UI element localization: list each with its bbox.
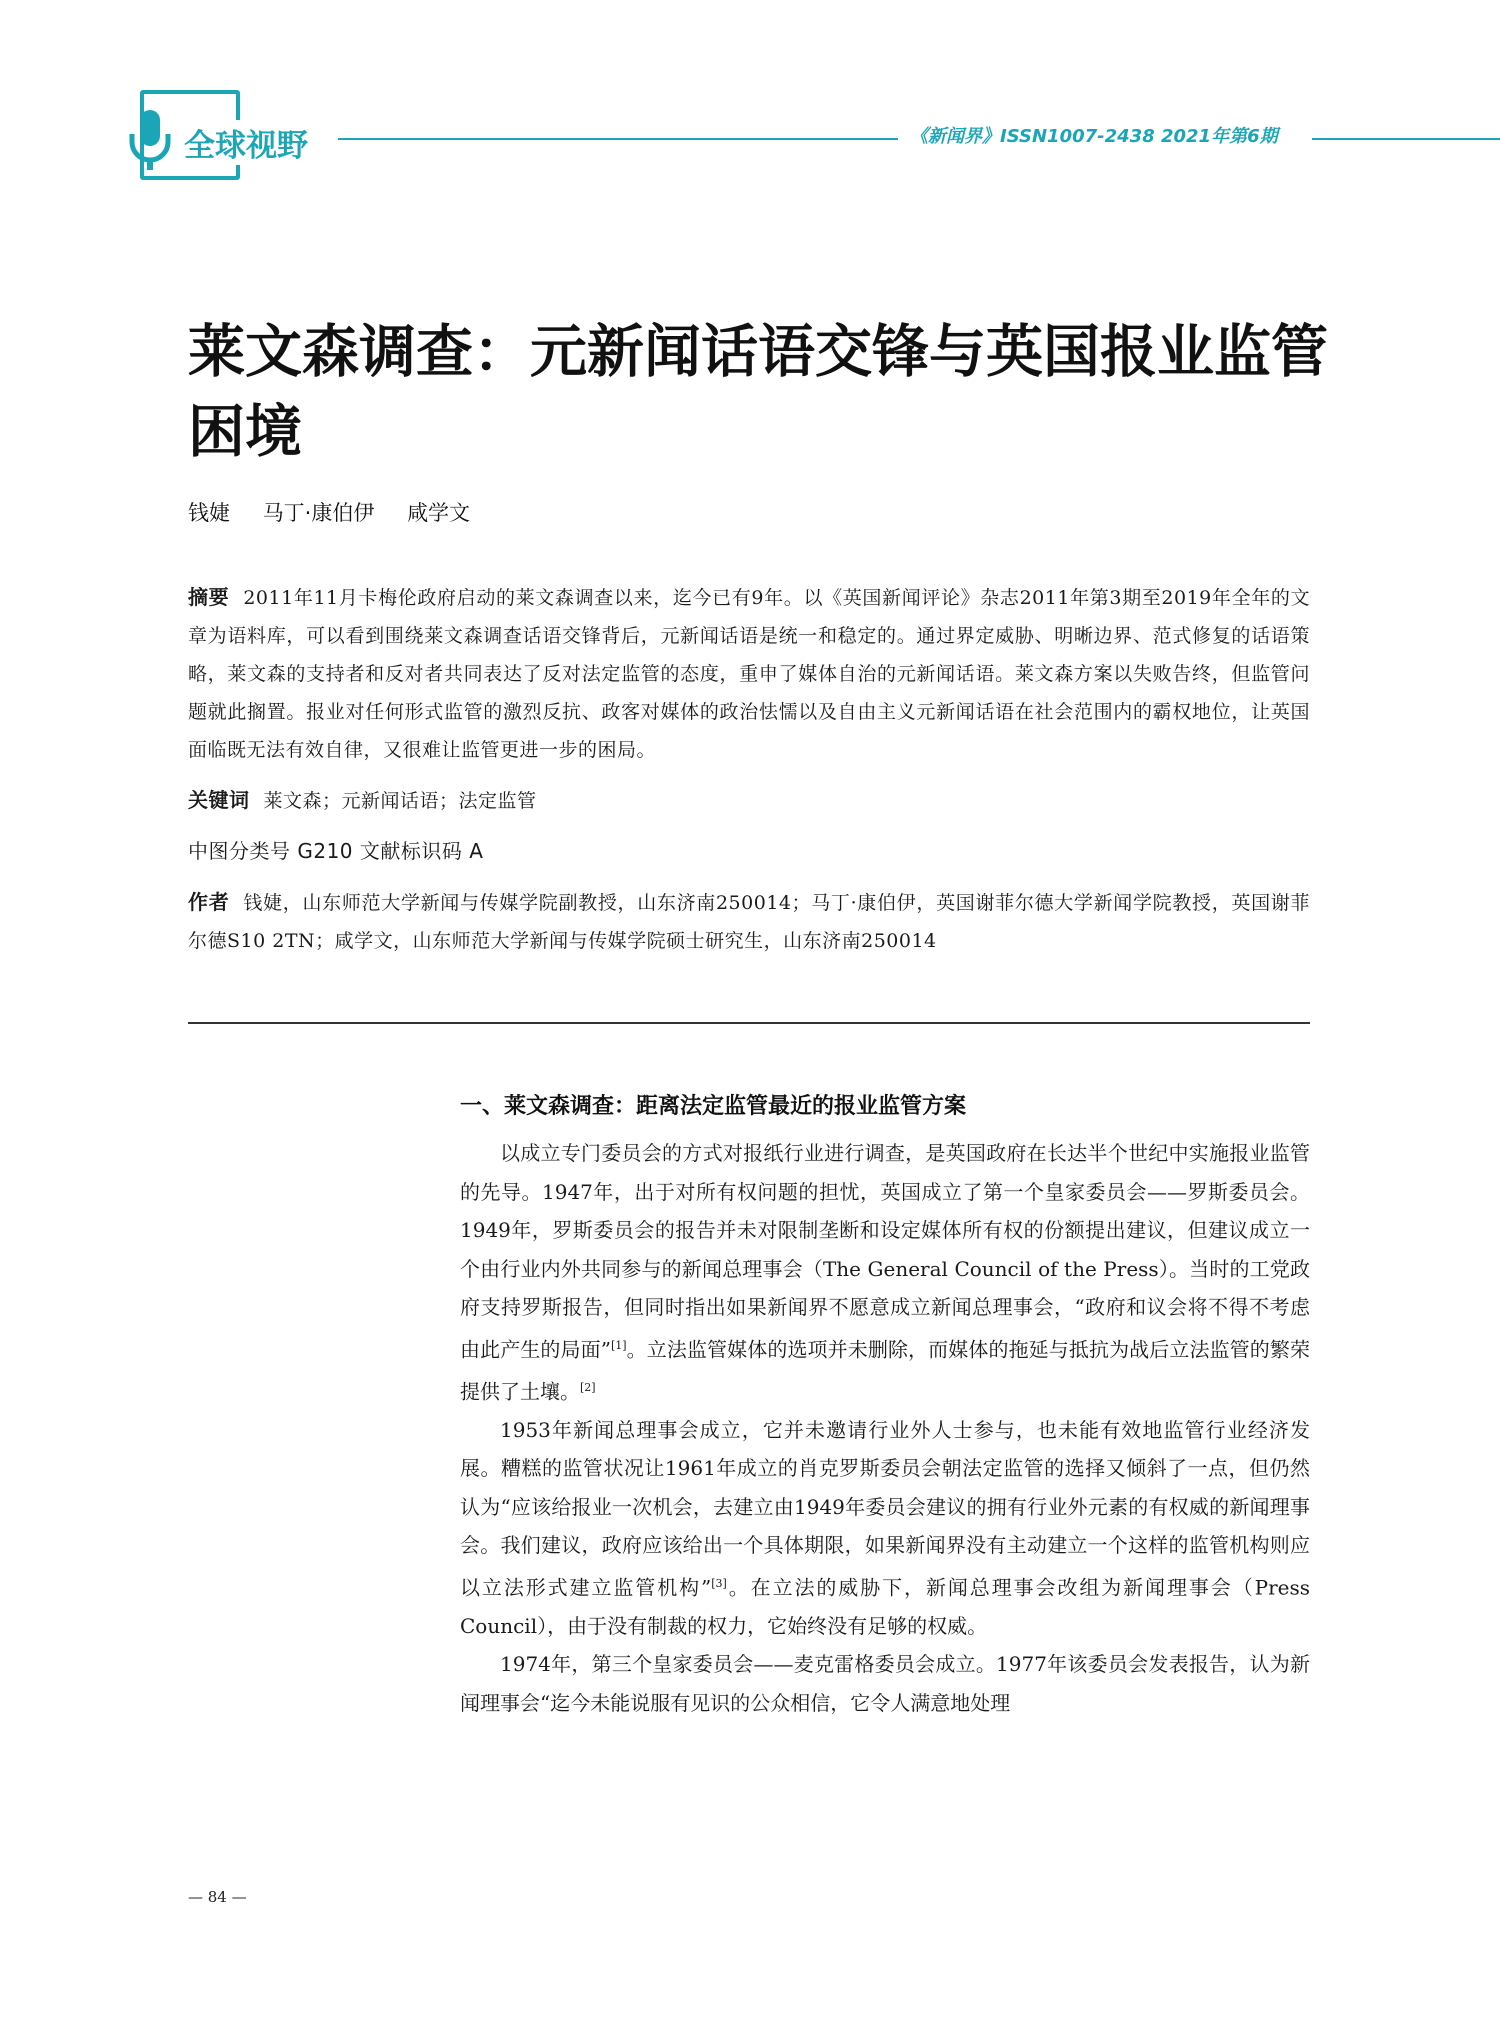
classification-text: 中图分类号 G210 文献标识码 A <box>188 839 484 863</box>
classification <box>188 832 1310 871</box>
abstract <box>188 578 1310 769</box>
header-rule-right <box>1312 138 1500 140</box>
author-list <box>188 497 496 527</box>
author-name: 咸学文 <box>407 501 471 525</box>
citation-ref[interactable]: [1] <box>610 1338 627 1352</box>
author-name: 钱婕 <box>188 501 230 525</box>
paragraph-text: 1953年新闻总理事会成立，它并未邀请行业外人士参与，也未能有效地监管行业经济发展。糟糕的监管状况让1961年成立的肖克罗斯委员会朝法定监管的选择又倾斜了一点，但仍然认为“应该给报业一次机会，去建立由1949年委员会建议的拥有行业外元素的有权威的新闻理事会。我们建议，政府应该给出一个具体期限，如果新闻界没有主动建立一个这样的监管机构则应以立法形式建立监管机构” <box>460 1417 1310 1600</box>
keywords-text: 莱文森；元新闻话语；法定监管 <box>263 790 537 812</box>
body-paragraph: 1974年，第三个皇家委员会——麦克雷格委员会成立。1977年该委员会发表报告，认为新闻理事会“迄今未能说服有见识的公众相信，它令人满意地处理 <box>460 1652 1310 1715</box>
author-name: 马丁·康伯伊 <box>262 501 375 525</box>
microphone-icon <box>128 108 172 172</box>
abstract-text: 2011年11月卡梅伦政府启动的莱文森调查以来，迄今已有9年。以《英国新闻评论》杂志2011年第3期至2019年全年的文章为语料库，可以看到围绕莱文森调查话语交锋背后，元新闻话语是统一和稳定的。通过界定威胁、明晰边界、范式修复的话语策略，莱文森的支持者和反对者共同表达了反对法定监管的态度，重申了媒体自治的元新闻话语。莱文森方案以失败告终，但监管问题就此搁置。报业对任何形式监管的激烈反抗、政客对媒体的政治怯懦以及自由主义元新闻话语在社会范围内的霸权地位，让英国面临既无法有效自律，又很难让监管更进一步的困局。 <box>188 587 1311 761</box>
citation-ref[interactable]: [3] <box>711 1576 727 1590</box>
article-body <box>460 1090 1310 1722</box>
paragraph-text: 以成立专门委员会的方式对报纸行业进行调查，是英国政府在长达半个世纪中实施报业监管的先导。1947年，出于对所有权问题的担忧，英国成立了第一个皇家委员会——罗斯委员会。1949年，罗斯委员会的报告并未对限制垄断和设定媒体所有权的份额提出建议，但建议成立一个由行业内外共同参与的新闻总理事会（The General Council of the Press）。当时的工党政府支持罗斯报告，但同时指出如果新闻界不愿意成立新闻总理事会，“政府和议会将不得不考虑由此产生的局面” <box>460 1141 1310 1362</box>
section-heading: 一、莱文森调查：距离法定监管最近的报业监管方案 <box>460 1094 967 1119</box>
article-meta <box>188 578 1310 972</box>
author-info-label: 作者 <box>188 890 230 914</box>
section-label: 全球视野 <box>178 120 314 165</box>
keywords <box>188 781 1310 820</box>
journal-info: 《新闻界》ISSN1007-2438 2021年第6期 <box>910 126 1278 147</box>
paragraph-text: 。在立法的威胁下，新闻总理事会改组为新闻理事会（Press Council），由于没有制裁的权力，它始终没有足够的权威。 <box>460 1575 1310 1638</box>
header-rule-left <box>338 138 898 140</box>
paragraph-text: 。立法监管媒体的选项并未删除，而媒体的拖延与抵抗为战后立法监管的繁荣提供了土壤。 <box>460 1337 1310 1404</box>
article-title: 莱文森调查：元新闻话语交锋与英国报业监管困境 <box>188 318 1328 465</box>
author-info <box>188 883 1310 960</box>
author-info-text: 钱婕，山东师范大学新闻与传媒学院副教授，山东济南250014；马丁·康伯伊，英国谢菲尔德大学新闻学院教授，英国谢菲尔德S10 2TN；咸学文，山东师范大学新闻与传媒学院硕士研究生，山东济南250014 <box>188 892 1311 952</box>
body-paragraph <box>460 1411 1310 1646</box>
page-number: — 84 — <box>188 1888 247 1906</box>
abstract-label: 摘要 <box>188 585 230 609</box>
section-divider <box>188 1022 1310 1024</box>
keywords-label: 关键词 <box>188 788 250 812</box>
page-header <box>0 0 1500 200</box>
body-paragraph <box>460 1134 1310 1411</box>
citation-ref[interactable]: [2] <box>580 1380 596 1394</box>
